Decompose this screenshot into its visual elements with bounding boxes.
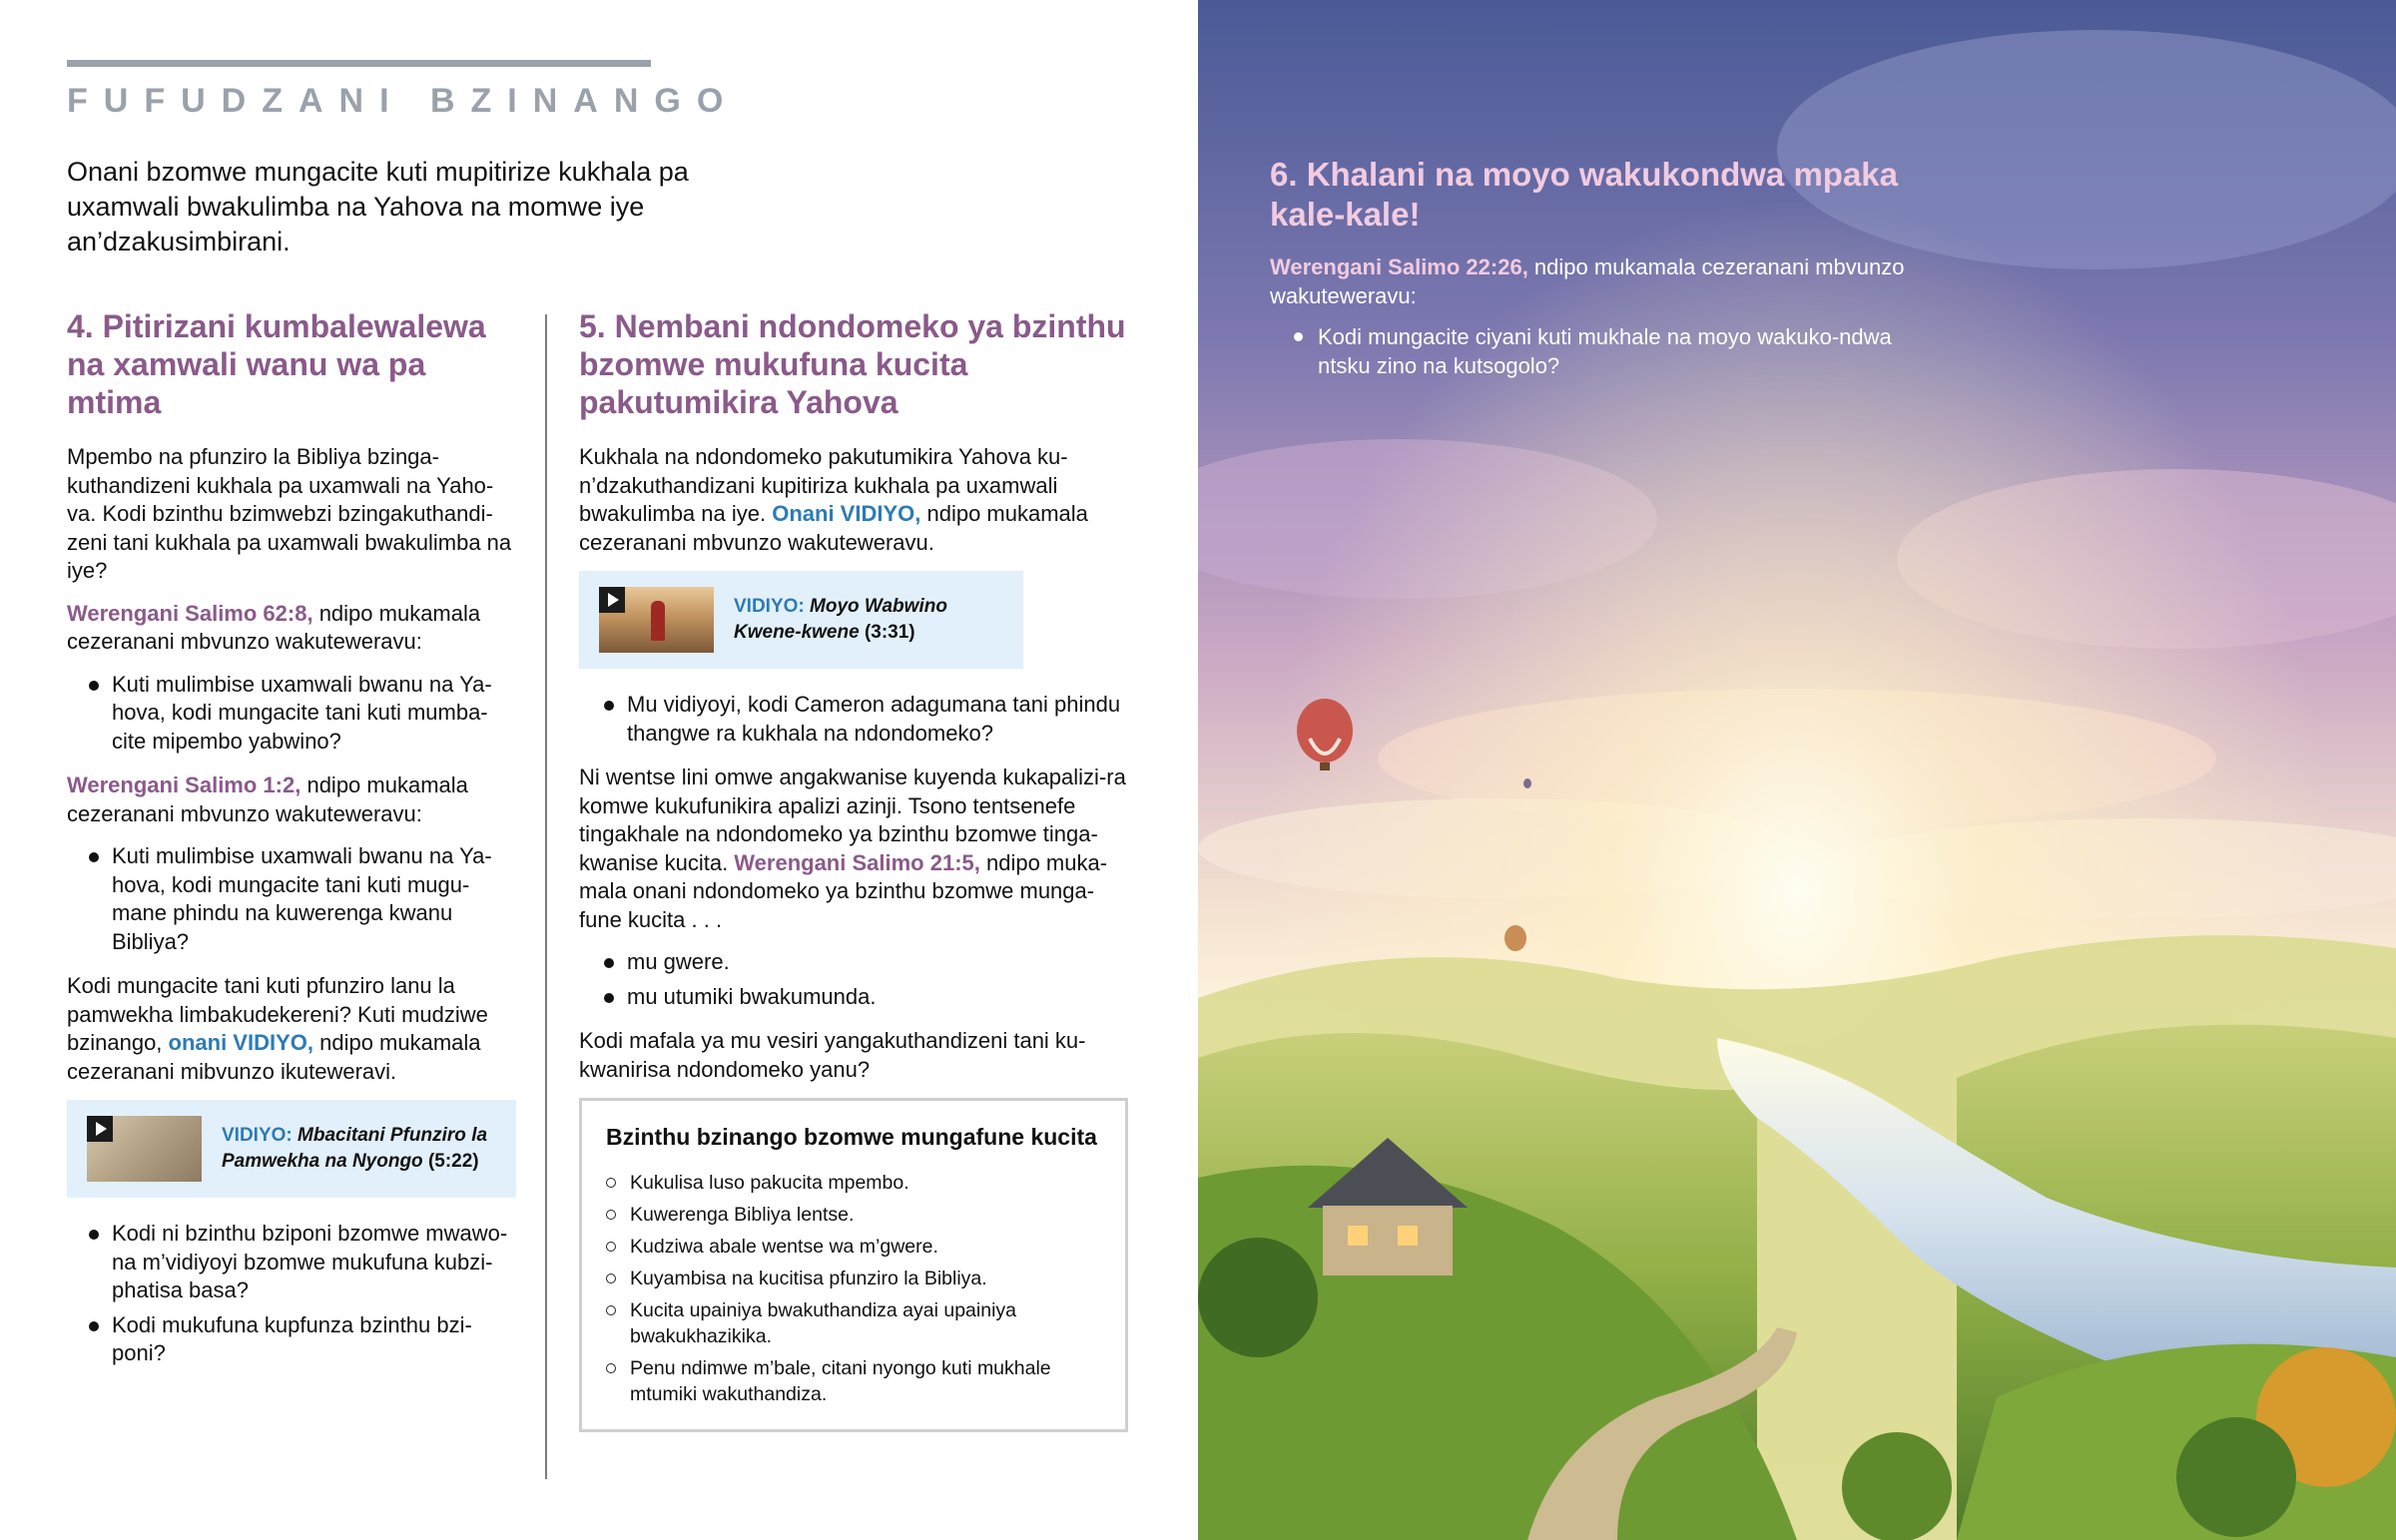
scripture-instruction: Werengani Salimo 62:8, ndipo mukamala cezeranani mbvunzo wakuteweravu: bbox=[67, 600, 481, 654]
paragraph: Kodi mungacite tani kuti pfunziro lanu la pamwekha limbakudekereni? Kuti mudziwe bzinango, onani VIDIYO, ndipo mukamala cezeranani mibvunzo ikuteweravi. bbox=[67, 973, 488, 1084]
question-list bbox=[67, 842, 516, 956]
list-item: Kukulisa luso pakucita mpembo. bbox=[630, 1170, 1101, 1196]
list-item: Kucita upainiya bwakuthandiza ayai upainiya bwakukhazikika. bbox=[630, 1297, 1101, 1349]
scripture-ref-link[interactable]: Werengani Salimo 21:5, bbox=[734, 849, 980, 875]
scripture-instruction: Werengani Salimo 1:2, ndipo mukamala cezeranani mbvunzo wakuteweravu: bbox=[67, 772, 468, 826]
right-page bbox=[1198, 0, 2396, 1540]
question: Kodi ni bzinthu bziponi bzomwe mwawo-na m’vidiyoyi bzomwe mukufuna kubzi-phatisa basa? bbox=[112, 1220, 516, 1305]
question: Kuti mulimbise uxamwali bwanu na Ya-hova, kodi mungacite tani kuti mugu-mane phindu na kuwerenga kwanu Bibliya? bbox=[112, 842, 516, 956]
video-link[interactable]: onani VIDIYO, bbox=[168, 1030, 313, 1055]
play-icon[interactable] bbox=[87, 1116, 113, 1142]
option-list bbox=[579, 948, 1128, 1011]
question: Kodi mukufuna kupfunza bzinthu bzi-poni? bbox=[112, 1311, 516, 1368]
video-duration: (5:22) bbox=[427, 1151, 479, 1172]
video-card[interactable] bbox=[579, 571, 1023, 669]
video-label: VIDIYO: bbox=[222, 1125, 293, 1146]
paragraph: Ni wentse lini omwe angakwanise kuyenda kukapalizi-ra komwe kukufunikira apalizi azinji. Tsono tentsenefe tingakhale na ndondomeko ya bzinthu bzomwe tinga-kwanise kucita. Werengani Salimo 21:5, ndipo muka-mala onani ndondomeko ya bzinthu bzomwe munga-fune kucita . . . bbox=[579, 765, 1126, 932]
question: Mu vidiyoyi, kodi Cameron adagumana tani phindu thangwe ra kukhala na ndondomeko? bbox=[627, 691, 1128, 748]
column-5 bbox=[579, 307, 1128, 1432]
question-list bbox=[67, 1220, 516, 1368]
list-item: Kuyambisa na kucitisa pfunziro la Bibliya. bbox=[630, 1266, 1101, 1291]
heading-6: 6. Khalani na moyo wakukondwa mpaka kale-kale! bbox=[1270, 156, 1899, 233]
list-item: mu gwere. bbox=[627, 948, 1128, 977]
scripture-ref-link[interactable]: Werengani Salimo 1:2, bbox=[67, 772, 301, 797]
list-item: mu utumiki bwakumunda. bbox=[627, 983, 1128, 1012]
video-duration: (3:31) bbox=[864, 622, 915, 643]
video-link[interactable]: Onani VIDIYO, bbox=[772, 501, 921, 526]
scripture-instruction: Werengani Salimo 22:26, ndipo mukamala cezeranani mbvunzo wakuteweravu: bbox=[1270, 255, 1905, 308]
paragraph: Kukhala na ndondomeko pakutumikira Yahova ku-n’dzakuthandizani kupitiriza kukhala pa uxamwali bwakulimba na iye. Onani VIDIYO, ndipo mukamala cezeranani mbvunzo wakuteweravu. bbox=[579, 444, 1088, 555]
question-list bbox=[579, 691, 1128, 748]
paragraph: Mpembo na pfunziro la Bibliya bzinga-kuthandizeni kukhala pa uxamwali na Yaho-va. Kodi bzinthu bzimwebzi bzingakuthandi-zeni tani kukhala pa uxamwali bwakulimba na iye? bbox=[67, 444, 512, 583]
question: Kodi mungacite ciyani kuti mukhale na moyo wakuko-ndwa ntsku zino na kutsogolo? bbox=[1318, 322, 1909, 380]
paragraph: Kodi mafala ya mu vesiri yangakuthandizeni tani ku-kwanirisa ndondomeko yanu? bbox=[579, 1028, 1086, 1082]
play-icon[interactable] bbox=[599, 587, 625, 613]
section-rule bbox=[67, 60, 651, 67]
scripture-ref-link[interactable]: Werengani Salimo 22:26, bbox=[1270, 255, 1528, 279]
question-list bbox=[67, 671, 516, 757]
suggestions-list bbox=[606, 1170, 1101, 1407]
video-thumbnail[interactable] bbox=[87, 1116, 202, 1182]
video-card[interactable] bbox=[67, 1100, 516, 1198]
heading-4: 4. Pitirizani kumbalewalewa na xamwali wanu wa pa mtima bbox=[67, 308, 486, 420]
column-divider bbox=[545, 314, 547, 1479]
list-item: Kuwerenga Bibliya lentse. bbox=[630, 1202, 1101, 1228]
video-label: VIDIYO: bbox=[734, 596, 805, 617]
section-6 bbox=[1270, 155, 1909, 380]
list-item: Kudziwa abale wentse wa m’gwere. bbox=[630, 1234, 1101, 1260]
column-4 bbox=[67, 307, 516, 1384]
list-item: Penu ndimwe m’bale, citani nyongo kuti mukhale mtumiki wakuthandiza. bbox=[630, 1355, 1101, 1407]
scripture-ref-link[interactable]: Werengani Salimo 62:8, bbox=[67, 600, 313, 626]
section-title: FUFUDZANI BZINANGO bbox=[67, 82, 740, 120]
question: Kuti mulimbise uxamwali bwanu na Ya-hova, kodi mungacite tani kuti mumba-cite mipembo yabwino? bbox=[112, 671, 516, 757]
heading-5: 5. Nembani ndondomeko ya bzinthu bzomwe mukufuna kucita pakutumikira Yahova bbox=[579, 308, 1126, 420]
intro-text: Onani bzomwe mungacite kuti mupitirize kukhala pa uxamwali bwakulimba na Yahova na momwe iye an’dzakusimbirani. bbox=[67, 157, 689, 257]
question-list bbox=[1270, 322, 1909, 380]
video-title[interactable]: Mbacitani Pfunziro la Pamwekha na Nyongo bbox=[222, 1125, 488, 1172]
video-thumbnail[interactable] bbox=[599, 587, 714, 653]
video-title[interactable]: Moyo Wabwino Kwene-kwene bbox=[734, 596, 947, 643]
suggestions-box bbox=[579, 1098, 1128, 1432]
suggestions-title: Bzinthu bzinango bzomwe mungafune kucita bbox=[606, 1124, 1097, 1150]
